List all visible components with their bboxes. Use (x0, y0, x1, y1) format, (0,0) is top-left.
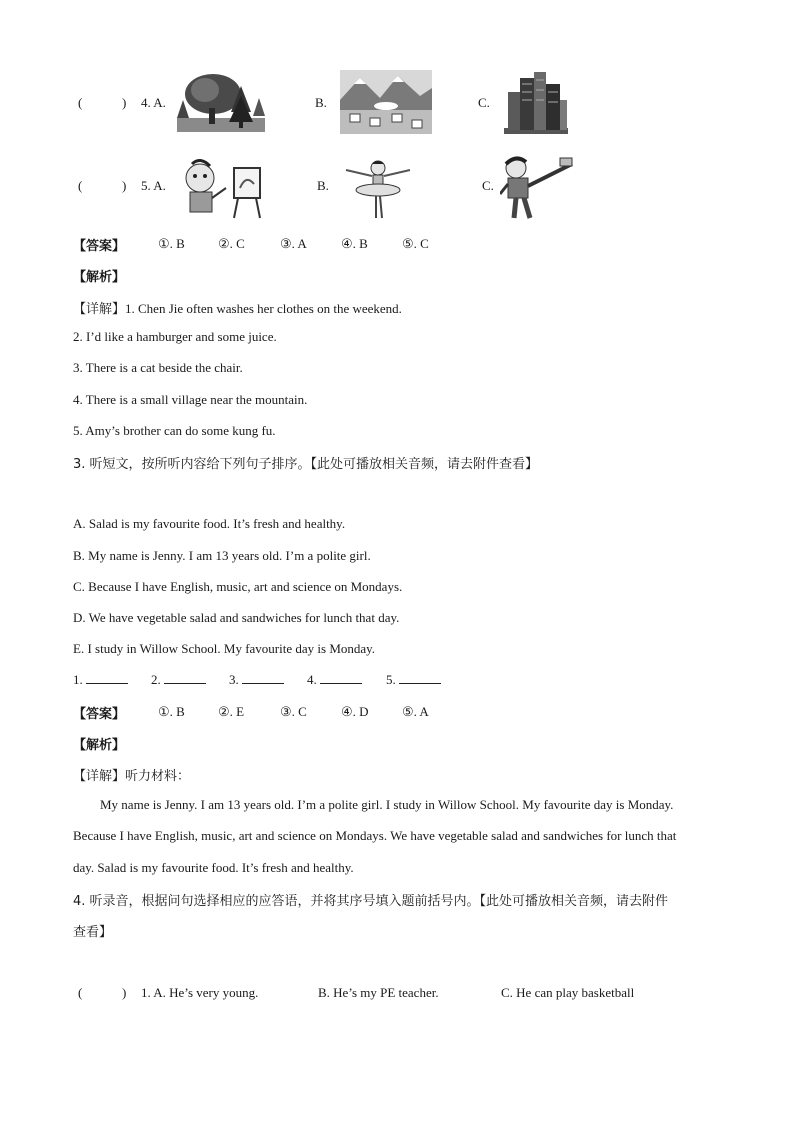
detail-line: 5. Amy’s brother can do some kung fu. (73, 423, 276, 438)
answer-bracket-close: ) (122, 985, 127, 1000)
material-line: day. Salad is my favourite food. It’s fresh and healthy. (73, 860, 354, 875)
answer-item: ②. E (218, 704, 245, 719)
option-c-label: C. (482, 178, 494, 193)
blank-number: 3. (229, 672, 239, 687)
answer-bracket-open: ( (78, 985, 83, 1000)
analysis-label: 【解析】 (73, 738, 126, 753)
mountain-village-picture-icon (340, 70, 432, 134)
option-b-label: B. (317, 178, 329, 193)
answer-label: 【答案】 (73, 239, 126, 254)
option-line: B. My name is Jenny. I am 13 years old. I’m a polite girl. (73, 548, 371, 563)
trees-picture-icon (175, 72, 267, 134)
blank-number: 5. (386, 672, 396, 687)
question-title: 4. 听录音，根据问句选择相应的应答语，并将其序号填入题前括号内。【此处可播放相关音频，请去附件 (73, 894, 669, 909)
answer-item: ⑤. A (402, 704, 429, 719)
kung-fu-picture-icon (500, 154, 576, 220)
question-title-continued: 查看】 (73, 925, 113, 940)
analysis-label: 【解析】 (73, 270, 126, 285)
material-line: My name is Jenny. I am 13 years old. I’m a polite girl. I study in Willow School. My favourite day is Monday. (100, 797, 674, 812)
answer-blank[interactable] (242, 673, 284, 684)
option-line: E. I study in Willow School. My favourite day is Monday. (73, 641, 376, 656)
option-a-label: 4. A. (141, 95, 166, 110)
answer-blank[interactable] (399, 673, 441, 684)
blank-item (386, 672, 441, 688)
city-buildings-picture-icon (504, 72, 568, 134)
detail-label: 【详解】 (73, 302, 126, 317)
answer-blank[interactable] (164, 673, 206, 684)
answer-bracket-open: ( (78, 95, 83, 110)
detail-line (73, 298, 402, 317)
option-c-label: C. (478, 95, 490, 110)
blank-number: 2. (151, 672, 161, 687)
detail-line: 3. There is a cat beside the chair. (73, 360, 243, 375)
answer-item: ①. B (158, 236, 185, 251)
option-line: D. We have vegetable salad and sandwiches for lunch that day. (73, 610, 400, 625)
option-b: B. He’s my PE teacher. (318, 985, 439, 1000)
option-a-label: 5. A. (141, 178, 166, 193)
blank-item (73, 672, 128, 688)
option-line: A. Salad is my favourite food. It’s fresh and healthy. (73, 516, 346, 531)
detail-line: 4. There is a small village near the mountain. (73, 392, 308, 407)
blank-item (229, 672, 284, 688)
answer-bracket-open: ( (78, 178, 83, 193)
blank-item (307, 672, 362, 688)
option-line: C. Because I have English, music, art and science on Mondays. (73, 579, 403, 594)
detail-text: 1. Chen Jie often washes her clothes on the weekend. (125, 301, 402, 316)
answer-item: ⑤. C (402, 236, 429, 251)
boy-painting-picture-icon (178, 158, 268, 220)
ballet-dancer-picture-icon (342, 158, 414, 222)
detail-line: 2. I’d like a hamburger and some juice. (73, 329, 277, 344)
answer-item: ①. B (158, 704, 185, 719)
answer-blank[interactable] (320, 673, 362, 684)
option-b-label: B. (315, 95, 327, 110)
answer-item: ③. C (280, 704, 307, 719)
option-c: C. He can play basketball (501, 985, 635, 1000)
question-title: 3. 听短文，按所听内容给下列句子排序。【此处可播放相关音频，请去附件查看】 (73, 457, 539, 472)
detail-text: 听力材料： (125, 769, 191, 784)
answer-item: ③. A (280, 236, 307, 251)
blank-item (151, 672, 206, 688)
option-a: 1. A. He’s very young. (141, 985, 259, 1000)
answer-label: 【答案】 (73, 707, 126, 722)
answer-item: ②. C (218, 236, 245, 251)
material-line: Because I have English, music, art and science on Mondays. We have vegetable salad and sandwiches for lunch that (73, 828, 677, 843)
detail-label: 【详解】 (73, 769, 126, 784)
answer-item: ④. D (341, 704, 369, 719)
detail-line (73, 765, 190, 784)
answer-blank[interactable] (86, 673, 128, 684)
answer-bracket-close: ) (122, 95, 127, 110)
answer-bracket-close: ) (122, 178, 127, 193)
blank-number: 1. (73, 672, 83, 687)
blank-number: 4. (307, 672, 317, 687)
answer-item: ④. B (341, 236, 368, 251)
